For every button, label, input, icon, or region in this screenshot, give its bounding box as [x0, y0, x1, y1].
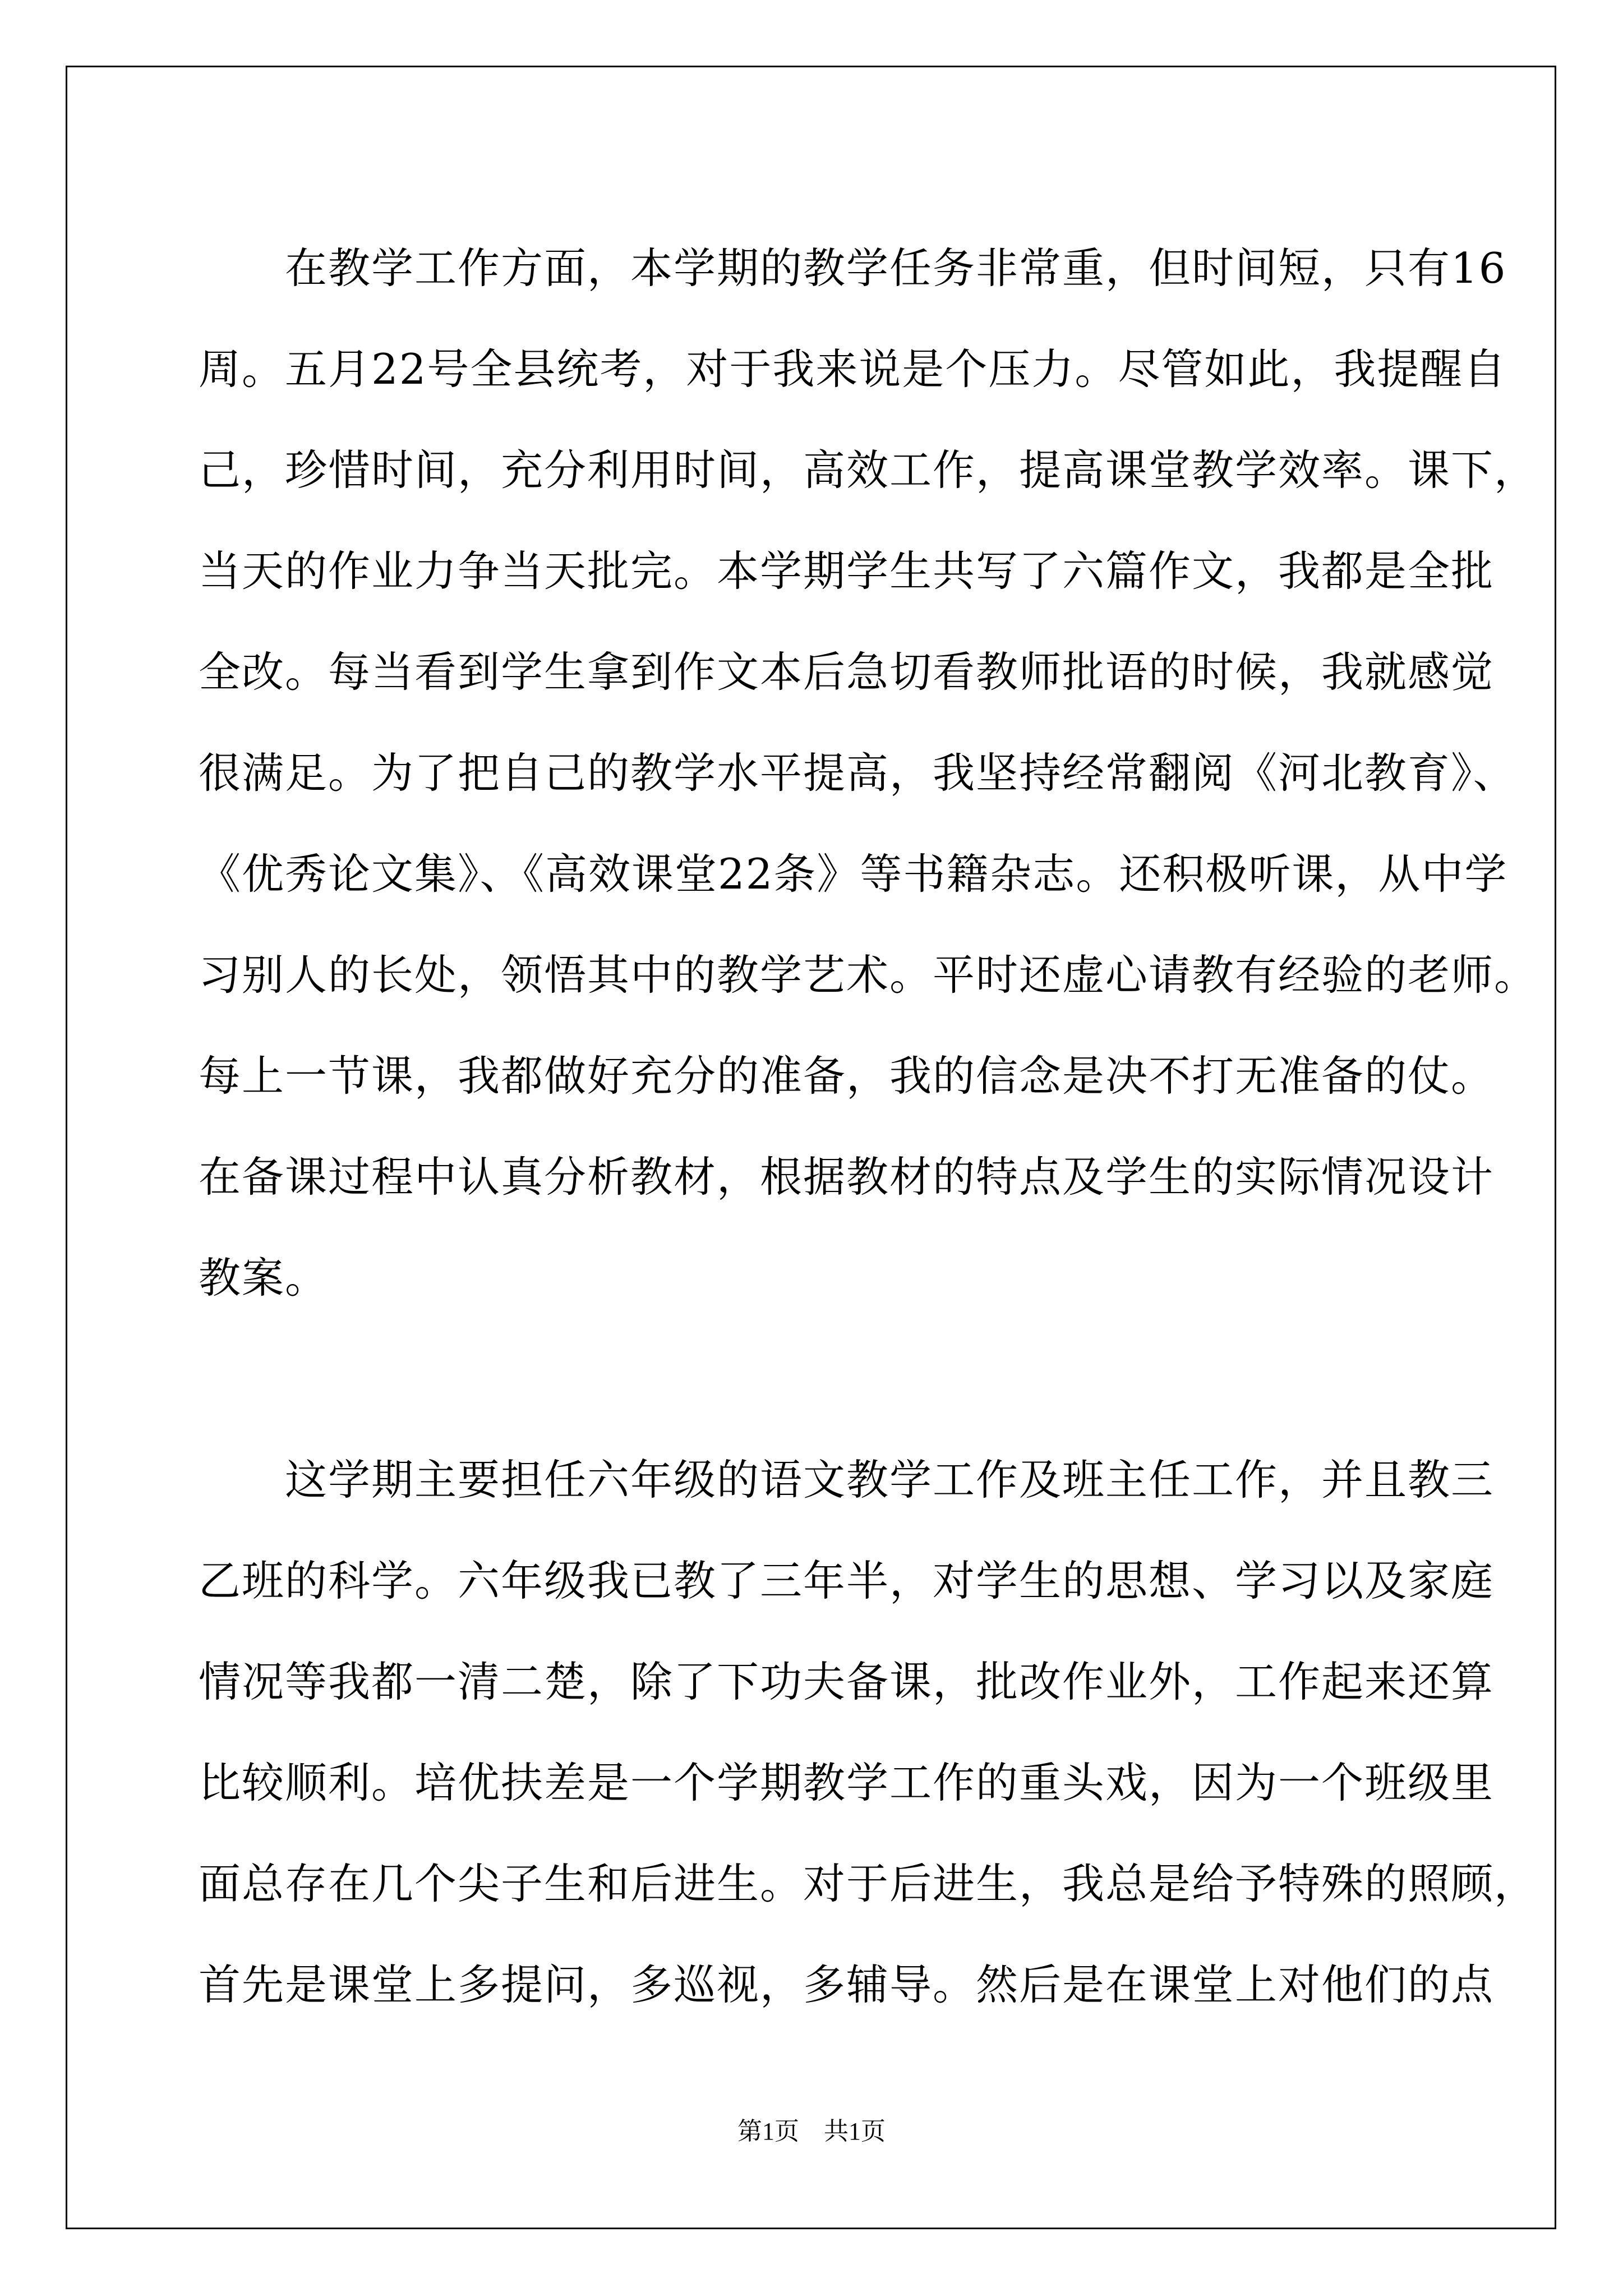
text-line: 情况等我都一清二楚，除了下功夫备课，批改作业外，工作起来还算 — [199, 1657, 1495, 1706]
text-line: 全改。每当看到学生拿到作文本后急切看教师批语的时候，我就感觉 — [199, 647, 1495, 697]
text-line: 很满足。为了把自己的教学水平提高，我坚持经常翻阅《河北教育》、 — [199, 748, 1516, 798]
text-line: 乙班的科学。六年级我已教了三年半，对学生的思想、学习以及家庭 — [199, 1556, 1495, 1605]
text-line: 《优秀论文集》、《高效课堂22条》等书籍杂志。还积极听课，从中学 — [199, 849, 1508, 899]
text-line: 当天的作业力争当天批完。本学期学生共写了六篇作文，我都是全批 — [199, 546, 1495, 596]
text-line: 每上一节课，我都做好充分的准备，我的信念是决不打无准备的仗。 — [199, 1051, 1495, 1101]
text-line: 周。五月22号全县统考，对于我来说是个压力。尽管如此，我提醒自 — [199, 344, 1507, 394]
page-footer: 第1页 共1页 — [737, 2118, 886, 2145]
paragraph-1 — [199, 218, 1538, 1328]
paragraph-spacer — [199, 1328, 1415, 1429]
text-line: 在备课过程中认真分析教材，根据教材的特点及学生的实际情况设计 — [199, 1152, 1495, 1202]
text-line: 面总存在几个尖子生和后进生。对于后进生，我总是给予特殊的照顾， — [199, 1859, 1538, 1908]
text-line: 在教学工作方面，本学期的教学任务非常重，但时间短，只有16 — [199, 243, 1507, 293]
text-line: 这学期主要担任六年级的语文教学工作及班主任工作，并且教三 — [199, 1455, 1495, 1504]
text-line: 习别人的长处，领悟其中的教学艺术。平时还虚心请教有经验的老师。 — [199, 950, 1538, 1000]
paragraph-2 — [199, 1429, 1538, 2035]
text-line: 教案。 — [199, 1253, 329, 1303]
document-body — [199, 218, 1538, 2035]
text-line: 首先是课堂上多提问，多巡视，多辅导。然后是在课堂上对他们的点 — [199, 1960, 1495, 2009]
text-line: 己，珍惜时间，充分利用时间，高效工作，提高课堂教学效率。课下， — [199, 445, 1538, 495]
text-line: 比较顺利。培优扶差是一个学期教学工作的重头戏，因为一个班级里 — [199, 1758, 1495, 1807]
